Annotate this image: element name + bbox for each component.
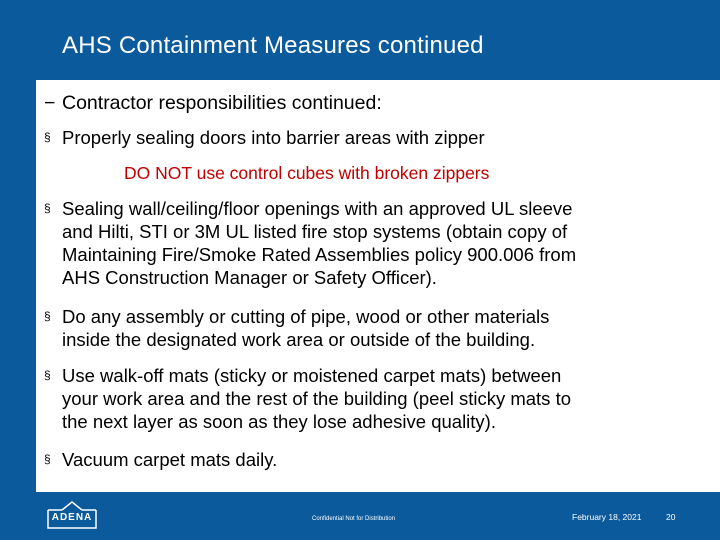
logo-text: ADENA — [51, 512, 93, 523]
confidential-label: Confidential Not for Distribution — [312, 516, 396, 522]
bullet-marker-icon: § — [44, 368, 51, 382]
bullet-marker-icon: § — [44, 452, 51, 466]
dash-marker: − — [44, 92, 56, 114]
bullet-item — [44, 197, 576, 289]
bullet-text: Vacuum carpet mats daily. — [62, 449, 278, 470]
bullet-marker-icon: § — [44, 201, 51, 215]
bullet-text: Do any assembly or cutting of pipe, wood or other materials inside the designated work area or outside of the building. — [62, 306, 550, 350]
subheading — [44, 92, 382, 115]
bullet-item — [44, 126, 485, 149]
bullet-text: Use walk-off mats (sticky or moistened carpet mats) between your work area and the rest of the building (peel sticky mats to the next layer as soon as they lose adhesive quality). — [62, 365, 572, 432]
adena-logo — [46, 500, 98, 530]
bullet-text: Properly sealing doors into barrier areas with zipper — [62, 127, 485, 148]
subheading-text: Contractor responsibilities continued: — [62, 92, 382, 114]
bullet-item — [44, 448, 277, 471]
page-number: 20 — [666, 512, 676, 522]
bullet-marker-icon: § — [44, 309, 51, 323]
content-panel — [36, 80, 720, 492]
bullet-item — [44, 305, 549, 351]
bullet-item — [44, 364, 571, 433]
bullet-text: Sealing wall/ceiling/floor openings with an approved UL sleeve and Hilti, STI or 3M UL listed fire stop systems (obtain copy of Maintaining Fire/Smoke Rated Assemblies policy 900.006 from AHS Construction Manager or Safety Officer). — [62, 198, 577, 288]
warning-note: DO NOT use control cubes with broken zippers — [124, 163, 490, 183]
slide-title: AHS Containment Measures continued — [62, 32, 484, 59]
bullet-marker-icon: § — [44, 130, 51, 144]
footer-date: February 18, 2021 — [572, 512, 642, 522]
